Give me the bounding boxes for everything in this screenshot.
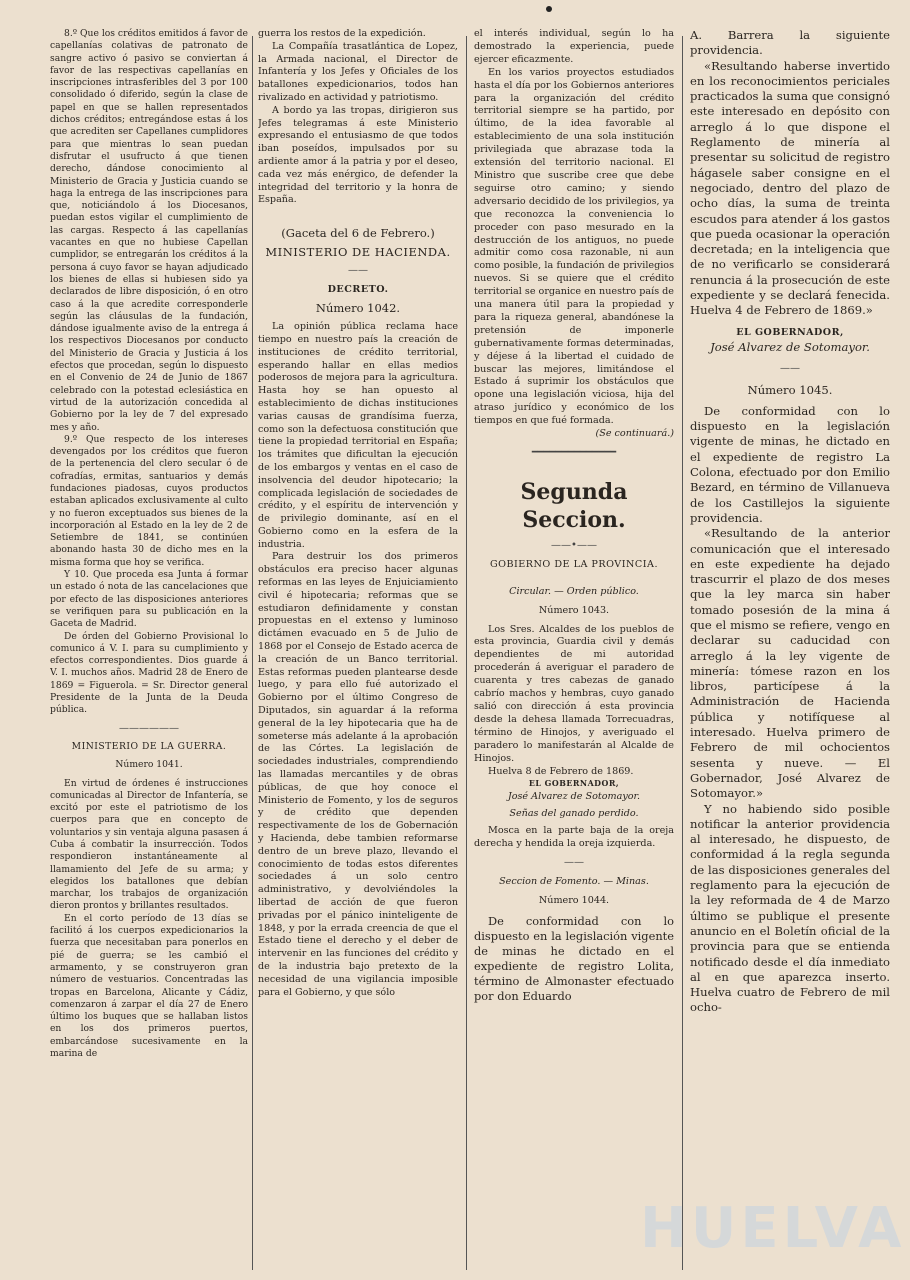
paragraph: «Resultando haberse invertido en los reconocimientos periciales practicados la suma que consignó este interesado en depósito con arreglo á lo que dispone el Reglamento de minería al presentar su solicitud de registro hágasele saber consigne en el negociado, dentro del plazo de ocho días, la suma de treinta escudos para atender á los gastos que pueda ocasionar la operación decretada; en la inteligencia que de no verificarlo se considerará renuncia á la prosecución de este expediente y se declará fenecida. Huelva 4 de Febrero de 1869.» [690,58,890,318]
government-heading: GOBIERNO DE LA PROVINCIA. [489,558,659,570]
paragraph: La opinión pública reclama hace tiempo en nuestro país la creación de instituciones de crédito territorial, esperando hallar en ellas medios poderosos de mejora para la agricultura. Hasta hoy se han opuesto al establecimiento de dichas instituciones varias causas de grandísima fuerza, como son la defectuosa constitución que tiene la propiedad territorial en España; los trámites que dificultan la ejecución de los embargos y ventas en el caso de insolvencia del deudor hipotecario; la complicada legislación de sociedades de crédito, y el espíritu de intervención y de privilegio dominante, así en el Gobierno como en la esfera de la industria. [258,321,458,550]
separator: ——•—— [551,539,597,551]
separator: —————— [119,722,179,734]
paragraph: De órden del Gobierno Provisional lo comunico á V. I. para su cumplimiento y efectos correspondientes. Dios guarde á V. I. muchos años. Madrid 28 de Enero de 1869 = Figuerola. = Sr. Director general Presidente de la Junta de la Deuda pública. [50,630,248,716]
paragraph: En virtud de órdenes é instrucciones comunicadas al Director de Infantería, se excitó por este el patriotismo de los cuerpos para que en concepto de voluntarios y sin ventaja alguna pasasen á Cuba á combatir la insurrección. Todos respondieron instantáneamente al llamamiento del Jefe de su arma; y elegidos los batallones que debían marchar, los trabajos de organización dieron prontos y brillantes resultados. [50,777,248,912]
gazette-source: (Gaceta del 6 de Febrero.) [281,226,435,241]
column-1 [50,28,248,1272]
date-line: Huelva 8 de Febrero de 1869. [488,765,634,777]
paragraph: De conformidad con lo dispuesto en la legislación vigente de minas, he dictado en el expediente de registro La Colona, efectuado por don Emilio Bezard, en término de Villanueva de los Castillejos la siguiente providencia. [690,403,890,525]
decree-number: Número 1044. [538,894,610,906]
separator: —— [564,856,584,868]
paragraph: el interés individual, según lo ha demostrado la experiencia, puede ejercer eficazmente. [474,28,674,65]
signature-name: José Alvarez de Sotomayor. [507,791,641,803]
paragraph: De conformidad con lo dispuesto en la legislación vigente de minas he dictado en el expediente de registro Lolita, término de Almonaster efectuado por don Eduardo [474,913,674,1003]
paragraph: Mosca en la parte baja de la oreja derecha y hendida la oreja izquierda. [474,825,674,850]
paragraph: En los varios proyectos estudiados hasta el día por los Gobiernos anteriores para la organización del crédito territorial siempre se ha partido, por último, de la idea favorable al establecimiento de una sola institución privilegiada que abrazase toda la extensión del territorio nacional. El Ministro que suscribe cree que debe seguirse otro camino; y siendo adversario decidido de los privilegios, ya que reconozca la conveniencia lo proceder con paso mesurado en la destrucción de los antiguos, no puede admitir como cosa razonable, ni aun como posible, la fundación de privilegios nuevos. Si se quiere que el crédito territorial se organice en nuestro país de una manera útil para la propiedad y para la riqueza general, abandónese la pretensión de imponerle gubernativamente formas determinadas, y déjese á la libertad el cuidado de buscar las mejores, limitándose el Estado á suprimir los obstáculos que opone una legislación viciosa, hija del atraso jurídico y económico de los tiempos en que fué formada. [474,66,674,427]
ministry-heading: MINISTERIO DE HACIENDA. [265,244,451,259]
column-rule [252,36,253,1270]
paragraph: 9.º Que respecto de los intereses devengados por los créditos que fueron de la pertenencia del clero secular ó de cofradías, ermitas, santuarios y demás fundaciones piadosas, cuyos productos estaban aplicados exclusivamente al culto y no fueron exceptuados sus bienes de la incorporación al Estado en la ley de 2 de Setiembre de 1841, se continúen abonando hasta 30 de dicho mes en la misma forma que hoy se verifica. [50,433,248,568]
column-rule [466,36,467,1270]
paragraph: 8.º Que los créditos emitidos á favor de capellanías colativas de patronato de sangre activo ó pasivo se conviertan á favor de las respectivas capellanías en inscripciones intrasferibles del 3 por 100 consolidado ó diferido, según la clase de papel en que se hallen representados dichos créditos; entregándose estas á los que acrediten ser Capellanes cumplidores para que mientras lo sean puedan disfrutar el usufructo á que tienen derecho, dándose conocimiento al Ministerio de Gracia y Justicia cuando se haga la entrega de las inscripciones para que, noticiándolo á los Diocesanos, puedan estos vigilar el cumplimiento de las cargas. Respecto á las capellanías vacantes en que no hubiese Capellan cumplidor, se entregarán los créditos á la persona á cuyo favor se hayan adjudicado los bienes de ellas si hubiesen sido ya declarados de libre disposición, ó en otro caso á la que acredite corresponderle según las cláusulas de la fundación, dándose igualmente aviso de la entrega á los respectivos Diocesanos por conducto del Ministerio de Gracia y Justicia á los efectos que procedan, según lo dispuesto en el Convenio de 24 de Junio de 1867 celebrado con la potestad eclesiástica en virtud de la autorización concedida al Gobierno por la ley de 7 del expresado mes y año. [50,28,248,433]
column-rule [682,36,683,1270]
signature-title: EL GOBERNADOR, [736,326,844,338]
column-4 [690,28,890,1272]
column-2 [258,28,458,1272]
paragraph: guerra los restos de la expedición. [258,28,426,39]
subheading: Señas del ganado perdido. [509,808,639,820]
decree-number: Número 1045. [747,382,833,397]
paragraph: La Compañía trasatlántica de Lopez, la Armada nacional, el Director de Infantería y los Jefes y Oficiales de los batallones expedicionarios, todos han rivalizado en actividad y patriotismo. [258,40,458,103]
paragraph: Para destruir los dos primeros obstáculos era preciso hacer algunas reformas en las leyes de Enjuiciamiento civil é hipotecaria; reformas que se estudiaron definidamente y constan propuestas en el extenso y luminoso dictámen evacuado en 5 de Julio de 1868 por el Consejo de Estado acerca de la creación de un Banco territorial. Estas reformas pueden plantearse desde luego, y para ello fué autorizado el Gobierno por el último Congreso de Diputados, sin aguardar á la reforma general de la ley hipotecaria que ha de someterse más adelante á la aprobación de las Córtes. La legislación de sociedades industriales, comprendiendo las llamadas mercantiles y de obras públicas, de que hoy conoce el Ministerio de Fomento, y los de seguros y de crédito que dependen respectivamente de los de Gobernación y Hacienda, debe tambien reformarse dentro de un breve plazo, llevando el conocimiento de todas estos diferentes sociedades á un solo centro administrativo, y devolviéndoles la libertad de acción de que fueron privadas por el pánico ininteligente de 1848, y por la errada creencia de que el Estado tiene el derecho y el deber de intervenir en las funciones del crédito y de la industria bajo pretexto de la necesidad de una vigilancia imposible para el Gobierno, y que sólo [258,551,458,998]
paragraph: Los Sres. Alcaldes de los pueblos de esta provincia, Guardia civil y demás dependientes de mi autoridad procederán á averiguar el paradero de cuarenta y tres cabezas de ganado cabrío machos y hembras, cuyo ganado salió con dirección á esta provincia desde la dehesa llamada Torrecuadras, término de Hinojos, y averiguado el paradero lo manifestarán al Alcalde de Hinojos. [474,623,674,764]
separator: —— [348,264,368,276]
separator: ━━━━━━━━━━━━━━ [531,447,617,458]
decree-number: Número 1041. [115,759,183,771]
decree-heading: DECRETO. [327,283,389,295]
paragraph: «Resultando de la anterior comunicación que el interesado en este expediente ha dejado trascurrir el plazo de dos meses que la ley marca sin haber tomado posesión de la mina á que el mismo se refiere, vengo en declarar su caducidad con arreglo á la ley vigente de minería: tómese razon en los libros, particípese á la Administración de Hacienda pública y notifíquese al interesado. Huelva primero de Febrero de mil ochocientos sesenta y nueve. — El Gobernador, José Alvarez de Sotomayor.» [690,526,890,801]
paragraph: A bordo ya las tropas, dirigieron sus Jefes telegramas á este Ministerio expresando el entusiasmo de que todos iban poseídos, impulsados por su ardiente amor á la patria y por el deseo, cada vez más enérgico, de defender la integridad del territorio y la honra de España. [258,104,458,206]
column-3 [474,28,674,1272]
signature-title: EL GOBERNADOR, [528,779,620,789]
decree-number: Número 1042. [315,301,401,316]
paragraph: A. Barrera la siguiente providencia. [690,28,890,58]
paragraph: Y 10. Que proceda esa Junta á formar un estado ó nota de las cancelaciones que por efecto de las disposiciones anteriores se verifiquen para su publicación en la Gaceta de Madrid. [50,569,248,630]
separator: —— [780,363,800,375]
paragraph: En el corto período de 13 días se facilitó á los cuerpos expedicionarios la fuerza que necesitaban para ponerlos en pié de guerra; se les cambió el armamento, y se construyeron gran número de vestuarios. Concentradas las tropas en Barcelona, Alicante y Cádiz, comenzaron á zarpar el día 27 de Enero último los buques que se hallaban listos en los dos primeros puertos, embarcándose sucesivamente en la marina de [50,912,248,1060]
section-title: Segunda Seccion. [520,478,628,533]
page-dot-ornament [546,6,552,12]
ministry-heading: MINISTERIO DE LA GUERRA. [71,740,227,752]
archive-watermark: HUELVA [640,1196,906,1261]
section-heading: Seccion de Fomento. — Minas. [499,875,649,887]
decree-number: Número 1043. [538,604,610,616]
signature-name: José Alvarez de Sotomayor. [710,339,870,354]
circular-heading: Circular. — Orden público. [509,585,639,597]
paragraph: Y no habiendo sido posible notificar la anterior providencia al interesado, he dispuesto, de conformidad á la regla segunda de las disposiciones generales del reglamento para la ejecución de la ley reformada de 4 de Marzo último se publique el presente anuncio en el Boletín oficial de la provincia para que se entienda notificado desde el día inmediato al en que aparezca inserto. Huelva cuatro de Febrero de mil ocho- [690,801,890,1015]
continuation-note: (Se continuará.) [595,428,674,440]
